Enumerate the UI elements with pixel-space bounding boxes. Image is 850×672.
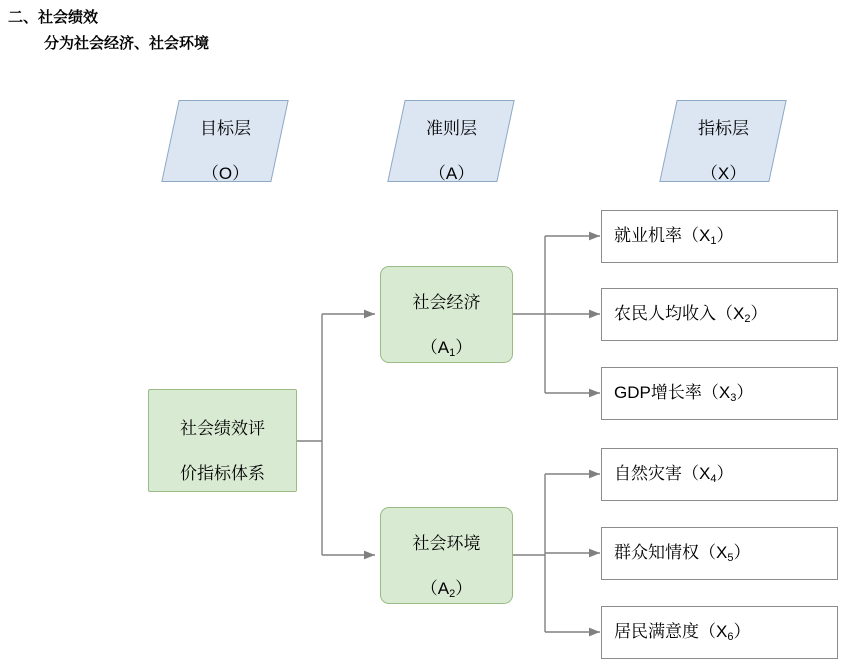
node-criteria-a1 [380, 266, 513, 363]
banner-criteria-layer [387, 100, 514, 182]
banner-goal-layer [161, 100, 288, 182]
section-subheading: 分为社会经济、社会环境 [44, 35, 210, 52]
banner-index-line1: 指标层 [697, 119, 749, 139]
node-root [148, 389, 297, 492]
indicator-x3-label: GDP增长率$(X_3)$ [614, 383, 754, 405]
criteria-a1-label: 社会经济 [412, 293, 481, 313]
node-indicator-x4 [601, 448, 838, 501]
criteria-a2-code: $(A_2)$ [420, 578, 473, 600]
criteria-a1-code: $(A_1)$ [420, 337, 473, 359]
criteria-a2-label: 社会环境 [412, 534, 481, 554]
indicator-x1-label: 就业机率$(X_1)$ [614, 226, 734, 248]
root-line2: 价指标体系 [180, 463, 265, 483]
indicator-x2-label: 农民人均收入$(X_2)$ [614, 304, 768, 326]
indicator-x6-label: 居民满意度$(X_6)$ [614, 622, 751, 644]
banner-index-layer [659, 100, 786, 182]
node-indicator-x6 [601, 606, 838, 659]
node-indicator-x5 [601, 527, 838, 580]
banner-index-line2: （X） [700, 164, 746, 184]
node-criteria-a2 [380, 507, 513, 604]
indicator-x4-label: 自然灾害$(X_4)$ [614, 464, 734, 486]
node-indicator-x3 [601, 367, 838, 420]
indicator-x5-label: 群众知情权$(X_5)$ [614, 543, 751, 565]
root-line1: 社会绩效评 [180, 419, 265, 439]
banner-criteria-line1: 准则层 [425, 119, 477, 139]
node-indicator-x2 [601, 288, 838, 341]
banner-goal-line1: 目标层 [199, 119, 251, 139]
banner-goal-line2: （O） [201, 164, 249, 184]
banner-criteria-line2: （A） [428, 164, 474, 184]
node-indicator-x1 [601, 210, 838, 263]
section-heading: 二、社会绩效 [8, 9, 99, 26]
